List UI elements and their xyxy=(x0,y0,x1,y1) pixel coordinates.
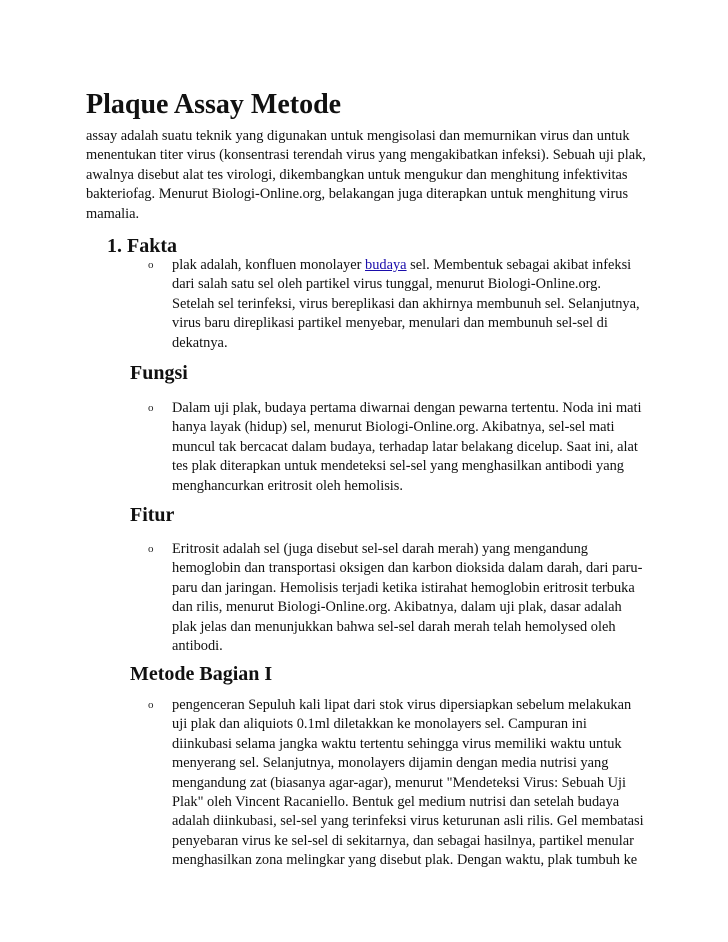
bullet-line: penyebaran virus ke sel-sel di sekitarnya, dan sebagai hasilnya, partikel menular xyxy=(172,832,634,849)
bullet-line: tes plak diterapkan untuk mendeteksi sel-sel yang menghasilkan antibodi yang xyxy=(172,458,624,475)
bullet-line: menghasilkan zona melingkar yang disebut plak. Dengan waktu, plak tumbuh ke xyxy=(172,852,638,869)
bullet-line: adalah diinkubasi, sel-sel yang terinfeksi virus keturunan asli rilis. Gel membatasi xyxy=(172,813,644,830)
section-heading-metode-bagian-1: Metode Bagian I xyxy=(130,663,273,685)
bullet-line: uji plak dan aliquiots 0.1ml diletakkan ke monolayers sel. Campuran ini xyxy=(172,716,587,733)
bullet-line: Eritrosit adalah sel (juga disebut sel-sel darah merah) yang mengandung xyxy=(172,541,588,557)
bullet-line: diinkubasi selama jangka waktu tertentu sehingga virus memiliki waktu untuk xyxy=(172,735,622,752)
bullet-circle-icon: o xyxy=(148,259,154,271)
page-title: Plaque Assay Metode xyxy=(86,89,342,120)
intro-line: assay adalah suatu teknik yang digunakan untuk mengisolasi dan memurnikan virus dan untuk xyxy=(86,128,630,144)
bullet-text: plak adalah, konfluen monolayer xyxy=(172,257,366,273)
bullet-circle-icon: o xyxy=(148,543,154,555)
bullet-line: plak jelas dan menunjukkan bahwa sel-sel darah merah telah hemolysed oleh xyxy=(172,618,616,635)
bullet-line: muncul tak bercacat dalam budaya, terhadap latar belakang dicelup. Saat ini, alat xyxy=(172,438,638,455)
bullet-line: virus baru direplikasi partikel menyebar, menulari dan membunuh sel-sel di xyxy=(172,315,608,332)
budaya-link[interactable]: budaya xyxy=(365,257,407,273)
fungsi-bullet-item xyxy=(148,399,652,496)
bullet-text: sel. Membentuk sebagai akibat infeksi xyxy=(406,257,632,273)
bullet-line: dan rilis, menurut Biologi-Online.org. Akibatnya, dalam uji plak, dasar adalah xyxy=(172,599,622,616)
bullet-line: Setelah sel terinfeksi, virus bereplikasi dan akhirnya membunuh sel. Selanjutnya, xyxy=(172,295,640,312)
intro-line: bakteriofag. Menurut Biologi-Online.org, belakangan juga diterapkan untuk menghitung virus xyxy=(86,186,629,203)
intro-line: mamalia. xyxy=(86,205,140,222)
intro-line: menentukan titer virus (konsentrasi terendah virus yang mengakibatkan infeksi). Sebuah uji plak, xyxy=(86,147,646,164)
intro-line: awalnya disebut alat tes virologi, dikembangkan untuk mengukur dan menghitung infektivitas xyxy=(86,166,628,183)
bullet-line: hemoglobin dan transportasi oksigen dan karbon dioksida dalam darah, dari paru- xyxy=(172,560,643,577)
bullet-line: dari salah satu sel oleh partikel virus tunggal, menurut Biologi-Online.org. xyxy=(172,276,601,293)
bullet-line: mengandung zat (biasanya agar-agar), menurut "Mendeteksi Virus: Sebuah Uji xyxy=(172,774,627,791)
bullet-line: pengenceran Sepuluh kali lipat dari stok virus dipersiapkan sebelum melakukan xyxy=(172,697,632,713)
intro-paragraph xyxy=(86,127,646,224)
section-heading-fitur: Fitur xyxy=(130,504,175,526)
bullet-line: menyerang sel. Selanjutnya, monolayers dijamin dengan media nutrisi yang xyxy=(172,755,609,772)
bullet-line: Dalam uji plak, budaya pertama diwarnai dengan pewarna tertentu. Noda ini mati xyxy=(172,400,642,416)
bullet-line: paru dan jaringan. Hemolisis terjadi ketika istirahat hemoglobin eritrosit terbuka xyxy=(172,579,635,596)
bullet-line: Plak" oleh Vincent Racaniello. Bentuk gel medium nutrisi dan setelah budaya xyxy=(172,794,620,811)
section-heading-fakta: 1. Fakta xyxy=(107,235,177,257)
fitur-bullet-item xyxy=(148,540,652,656)
fakta-bullet-item xyxy=(148,256,652,353)
bullet-circle-icon: o xyxy=(148,699,154,711)
bullet-line: dekatnya. xyxy=(172,334,228,351)
bullet-line xyxy=(172,256,652,275)
bullet-line: menghancurkan eritrosit oleh hemolisis. xyxy=(172,477,403,494)
metode-bullet-item xyxy=(148,696,652,871)
bullet-line: antibodi. xyxy=(172,638,223,655)
section-heading-fungsi: Fungsi xyxy=(130,362,188,384)
bullet-line: hanya layak (hidup) sel, menurut Biologi-Online.org. Akibatnya, sel-sel mati xyxy=(172,419,615,436)
bullet-circle-icon: o xyxy=(148,402,154,414)
